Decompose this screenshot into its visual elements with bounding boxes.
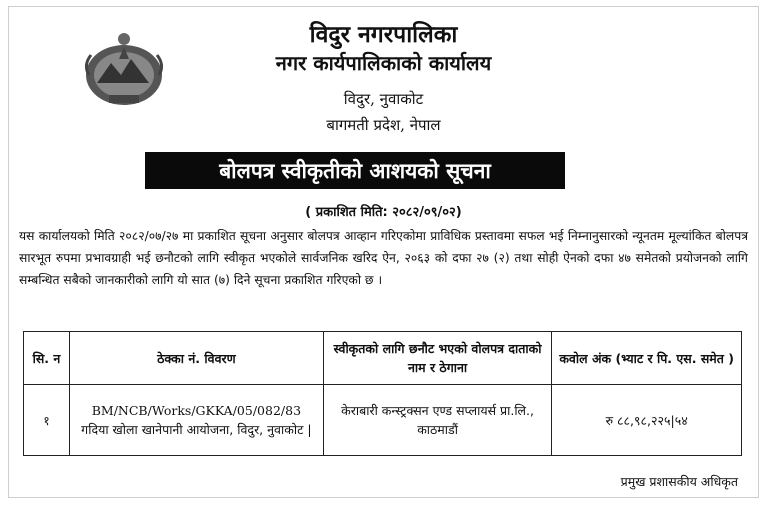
signature-title: प्रमुख प्रशासकीय अधिकृत [620,474,738,489]
cell-bidder: केराबारी कन्स्ट्रक्सन एण्ड सप्लायर्स प्रा.लि., काठमाडौं [323,385,551,456]
table-header-row [24,332,742,385]
cell-contract [69,385,323,456]
municipality-name: विदुर नगरपालिका [309,21,458,48]
contract-number: BM/NCB/Works/GKKA/05/082/83 [91,403,302,418]
header-bidder: स्वीकृतको लागि छनौट भएको वोलपत्र दाताको नाम र ठेगाना [323,332,551,385]
notice-body: यस कार्यालयको मिति २०८२/०७/२७ मा प्रकाशित सूचना अनुसार बोलपत्र आव्हान गरिएकोमा प्राविधिक प्रस्तावमा सफल भई निम्नानुसारको न्यूनतम मूल्यांकित बोलपत्र सारभूत रुपमा प्रभावग्राही भई छनौटको लागि स्वीकृत भएकोले सार्वजनिक खरिद ऐन, २०६३ को दफा २७ (२) तथा सोही ऐनको दफा ४७ समेतको प्रयोजनको लागि सम्बन्धित सबैको जानकारीको लागि यो सात (७) दिने सूचना प्रकाशित गरिएको छ । [19,229,748,287]
header-sn: सि. न [24,332,70,385]
table-row [24,385,742,456]
contract-description: गदिया खोला खानेपानी आयोजना, विदुर, नुवाकोट | [81,422,312,437]
cell-sn: १ [24,385,70,456]
province-name: बागमती प्रदेश, नेपाल [326,116,441,134]
header-amount: कवोल अंक (भ्याट र पि. एस. समेत ) [552,332,742,385]
header-contract: ठेक्का नं. विवरण [69,332,323,385]
notice-page [8,6,759,498]
office-name: नगर कार्यपालिकाको कार्यालय [275,51,492,75]
notice-title: बोलपत्र स्वीकृतीको आशयको सूचना [145,152,565,189]
office-location: विदुर, नुवाकोट [343,90,424,108]
award-table [23,331,742,456]
cell-amount: रु ८८,९८,२२५|५४ [552,385,742,456]
published-date: ( प्रकाशित मिति: २०८२/०९/०२) [305,205,462,220]
